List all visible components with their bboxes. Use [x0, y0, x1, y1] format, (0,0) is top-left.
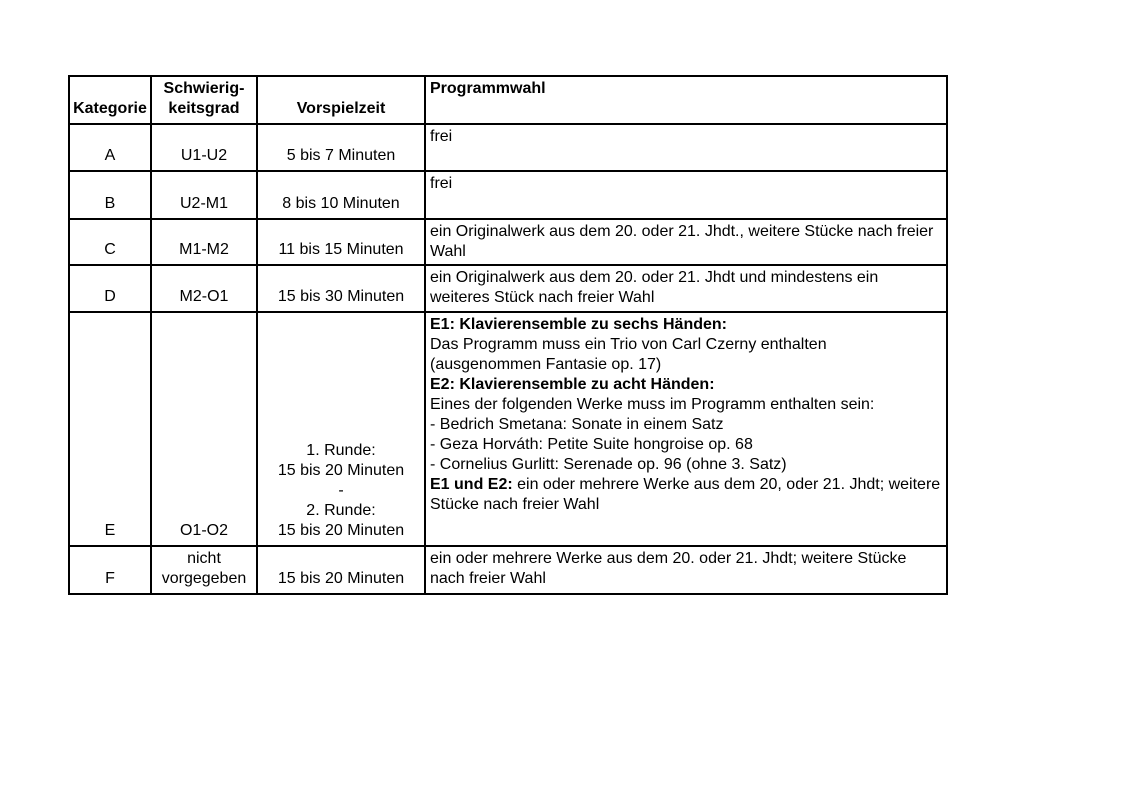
- cell-programm-a: frei: [425, 124, 947, 171]
- cell-kategorie-a: A: [69, 124, 151, 171]
- kategorien-table: [68, 75, 948, 595]
- cell-grad-e: O1-O2: [151, 312, 257, 546]
- cell-zeit-b: 8 bis 10 Minuten: [257, 171, 425, 219]
- programm-e2-werk1: - Bedrich Smetana: Sonate in einem Satz: [430, 416, 724, 433]
- table-row-b: [69, 171, 947, 219]
- programm-e2-werk3: - Cornelius Gurlitt: Serenade op. 96 (ohne 3. Satz): [430, 456, 787, 473]
- cell-kategorie-d: D: [69, 265, 151, 312]
- cell-kategorie-f: F: [69, 546, 151, 594]
- cell-grad-b: U2-M1: [151, 171, 257, 219]
- programm-e2-heading: E2: Klavierensemble zu acht Händen:: [430, 376, 715, 393]
- cell-kategorie-e: E: [69, 312, 151, 546]
- cell-kategorie-c: C: [69, 219, 151, 265]
- zeit-e-line4: 2. Runde:: [306, 502, 376, 519]
- header-schwierigkeitsgrad-line2: keitsgrad: [168, 100, 240, 117]
- programm-e1-text1: Das Programm muss ein Trio von Carl Czerny enthalten: [430, 336, 827, 353]
- cell-grad-f: [151, 546, 257, 594]
- cell-programm-e: [425, 312, 947, 546]
- cell-zeit-f: 15 bis 20 Minuten: [257, 546, 425, 594]
- table-row-a: [69, 124, 947, 171]
- zeit-e-line1: 1. Runde:: [306, 442, 376, 459]
- grad-f-line2: vorgegeben: [161, 570, 247, 587]
- cell-kategorie-b: B: [69, 171, 151, 219]
- zeit-e-line2: 15 bis 20 Minuten: [277, 462, 405, 479]
- header-vorspielzeit: Vorspielzeit: [257, 76, 425, 124]
- table-row-e: [69, 312, 947, 546]
- table-row-f: [69, 546, 947, 594]
- cell-zeit-e: [257, 312, 425, 546]
- programm-e1-heading: E1: Klavierensemble zu sechs Händen:: [430, 316, 727, 333]
- cell-programm-c: ein Originalwerk aus dem 20. oder 21. Jhdt., weitere Stücke nach freier Wahl: [425, 219, 947, 265]
- programm-e1-text2: (ausgenommen Fantasie op. 17): [430, 356, 662, 373]
- cell-zeit-a: 5 bis 7 Minuten: [257, 124, 425, 171]
- cell-grad-d: M2-O1: [151, 265, 257, 312]
- programm-e2-intro: Eines der folgenden Werke muss im Programm enthalten sein:: [430, 396, 875, 413]
- programm-e2-werk2: - Geza Horváth: Petite Suite hongroise op. 68: [430, 436, 753, 453]
- table-row-c: [69, 219, 947, 265]
- grad-f-line1: nicht: [187, 550, 221, 567]
- header-programmwahl: Programmwahl: [425, 76, 947, 124]
- cell-zeit-d: 15 bis 30 Minuten: [257, 265, 425, 312]
- document-page: [68, 75, 948, 595]
- zeit-e-line5: 15 bis 20 Minuten: [277, 522, 405, 539]
- programm-e12-text: ein oder mehrere Werke aus dem 20, oder 21. Jhdt; weitere Stücke nach freier Wahl: [430, 476, 945, 513]
- cell-grad-c: M1-M2: [151, 219, 257, 265]
- header-kategorie: Kategorie: [69, 76, 151, 124]
- table-row-d: [69, 265, 947, 312]
- header-schwierigkeitsgrad-line1: Schwierig-: [163, 80, 245, 97]
- cell-zeit-c: 11 bis 15 Minuten: [257, 219, 425, 265]
- table-header-row: [69, 76, 947, 124]
- cell-programm-d: ein Originalwerk aus dem 20. oder 21. Jhdt und mindestens ein weiteres Stück nach freier Wahl: [425, 265, 947, 312]
- cell-programm-b: frei: [425, 171, 947, 219]
- cell-grad-a: U1-U2: [151, 124, 257, 171]
- cell-programm-f: ein oder mehrere Werke aus dem 20. oder 21. Jhdt; weitere Stücke nach freier Wahl: [425, 546, 947, 594]
- programm-e12-heading: E1 und E2:: [430, 476, 513, 493]
- header-schwierigkeitsgrad: [151, 76, 257, 124]
- programm-e12-line: [430, 475, 945, 515]
- zeit-e-line3: -: [338, 482, 344, 499]
